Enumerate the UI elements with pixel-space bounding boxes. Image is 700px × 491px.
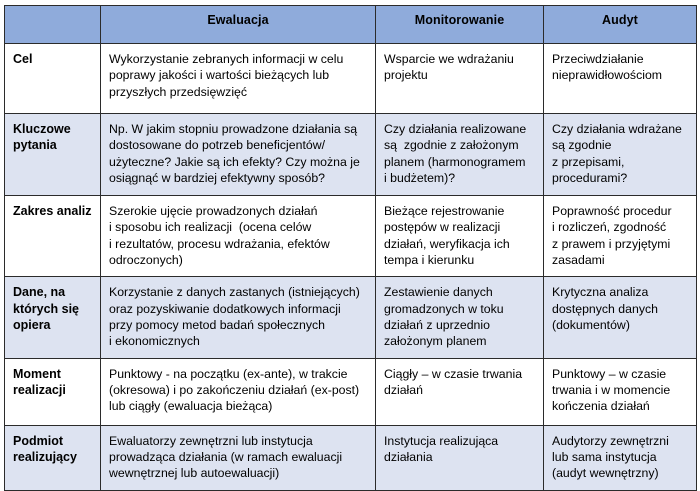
cell-line: gromadzonych w toku [384, 301, 504, 316]
table-cell-ewaluacja [101, 358, 376, 425]
header-cell-ewaluacja: Ewaluacja [101, 6, 376, 44]
cell-line: Szerokie ujęcie prowadzonych działań [109, 204, 318, 218]
cell-line: Korzystanie z danych zastanych (istniejących) [109, 285, 360, 300]
cell-line: Czy działania wdrażane [552, 122, 682, 136]
cell-line: działań, weryfikacja ich [384, 236, 510, 251]
table-cell-monitorowanie [376, 114, 544, 196]
cell-line: Wsparcie we wdrażaniu [384, 52, 514, 66]
cell-line: Przeciwdziałanie [552, 52, 644, 66]
row-header-cell: Podmiot realizujący [5, 425, 101, 490]
cell-line: dostępnych danych [552, 301, 658, 316]
cell-line: Krytyczna analiza [552, 285, 649, 300]
cell-line: Ewaluatorzy zewnętrzni lub instytucja [109, 433, 313, 448]
cell-line: postępów w realizacji [384, 220, 501, 235]
cell-line: działań z uprzednio [384, 318, 490, 333]
cell-line: dostosowane do potrzeb beneficjentów/ [109, 138, 326, 153]
table-cell-audyt [544, 114, 697, 196]
cell-line: Ciągły – w czasie trwania [384, 366, 523, 381]
cell-line: użyteczne? Jakie są ich efekty? Czy można je [109, 154, 360, 169]
table-cell-ewaluacja [101, 196, 376, 277]
table-cell-ewaluacja [101, 114, 376, 196]
cell-line: z przepisami, [552, 154, 625, 169]
cell-line: Audytorzy zewnętrzni [552, 433, 669, 448]
table-cell-monitorowanie [376, 425, 544, 490]
table-row [5, 358, 697, 425]
table-cell-monitorowanie [376, 358, 544, 425]
table-cell-audyt [544, 425, 697, 490]
table-cell-audyt [544, 358, 697, 425]
table-cell-audyt [544, 196, 697, 277]
comparison-table [4, 5, 697, 491]
header-row [5, 6, 697, 44]
cell-line: trwania i w momencie [552, 383, 671, 398]
cell-line: odroczonych) [109, 253, 183, 268]
table-cell-monitorowanie [376, 44, 544, 114]
table-cell-ewaluacja [101, 425, 376, 490]
table-body [5, 44, 697, 491]
cell-line: są zgodnie z założonym [384, 138, 519, 153]
table-row [5, 277, 697, 358]
cell-line: założonym planem [384, 334, 487, 349]
cell-line: i rezultatów, procesu wdrażania, efektów [109, 236, 330, 251]
cell-line: i budżetem)? [384, 171, 456, 186]
cell-line: i ekonomicznych [109, 334, 200, 349]
cell-line: nieprawidłowościom [552, 68, 663, 83]
cell-line: i rozliczeń, zgodność [552, 220, 667, 235]
header-cell-audyt: Audyt [544, 6, 697, 44]
row-header-cell: Kluczowe pytania [5, 114, 101, 196]
cell-line: Czy działania realizowane [384, 122, 527, 136]
cell-line: procedurami? [552, 171, 628, 186]
cell-line: Np. W jakim stopniu prowadzone działania są [109, 122, 358, 136]
cell-line: oraz pozyskiwanie dodatkowych informacji [109, 301, 341, 316]
cell-line: prowadząca działania (w ramach ewaluacji [109, 450, 343, 465]
row-header-cell: Moment realizacji [5, 358, 101, 425]
cell-line: przy pomocy metod badań społecznych [109, 318, 325, 333]
row-header-cell: Dane, na których się opiera [5, 277, 101, 358]
table-row [5, 425, 697, 490]
header-cell-monitorowanie: Monitorowanie [376, 6, 544, 44]
cell-line: poprawy jakości i wartości bieżących lub [109, 68, 330, 83]
cell-line: Zestawienie danych [384, 285, 493, 300]
cell-line: projektu [384, 68, 428, 83]
cell-line: Instytucja realizująca [384, 433, 499, 448]
cell-line: (dokumentów) [552, 318, 630, 333]
cell-line: i sposobu ich realizacji (ocena celów [109, 220, 312, 235]
comparison-table-container [4, 5, 696, 481]
table-row [5, 196, 697, 277]
cell-line: z prawem i przyjętymi [552, 236, 671, 251]
cell-line: wewnętrznej lub autoewaluacji) [109, 466, 280, 481]
cell-line: Wykorzystanie zebranych informacji w celu [109, 52, 344, 66]
row-header-cell: Zakres analiz [5, 196, 101, 277]
cell-line: kończenia działań [552, 399, 650, 414]
cell-line: działań [384, 383, 423, 398]
cell-line: Punktowy - na początku (ex-ante), w trakcie [109, 366, 348, 381]
cell-line: działania [384, 450, 433, 465]
cell-line: lub sama instytucja [552, 450, 657, 465]
table-header [5, 6, 697, 44]
row-header-cell: Cel [5, 44, 101, 114]
cell-line: planem (harmonogramem [384, 154, 526, 169]
cell-line: zasadami [552, 253, 605, 268]
table-row [5, 44, 697, 114]
table-cell-audyt [544, 277, 697, 358]
cell-line: Poprawność procedur [552, 204, 672, 218]
cell-line: (audyt wewnętrzny) [552, 466, 659, 481]
cell-line: Punktowy – w czasie [552, 366, 667, 381]
table-row [5, 114, 697, 196]
cell-line: lub ciągły (ewaluacja bieżąca) [109, 399, 273, 414]
table-cell-ewaluacja [101, 44, 376, 114]
cell-line: tempa i kierunku [384, 253, 475, 268]
cell-line: osiągnąć w bardziej efektywny sposób? [109, 171, 326, 186]
cell-line: przyszłych przedsięwzięć [109, 84, 248, 99]
cell-line: (okresowa) i po zakończeniu działań (ex-post) [109, 383, 360, 398]
cell-line: Bieżące rejestrowanie [384, 204, 505, 218]
table-cell-ewaluacja [101, 277, 376, 358]
table-cell-monitorowanie [376, 277, 544, 358]
cell-line: są zgodnie [552, 138, 612, 153]
table-cell-monitorowanie [376, 196, 544, 277]
table-cell-audyt [544, 44, 697, 114]
header-cell-corner [5, 6, 101, 44]
